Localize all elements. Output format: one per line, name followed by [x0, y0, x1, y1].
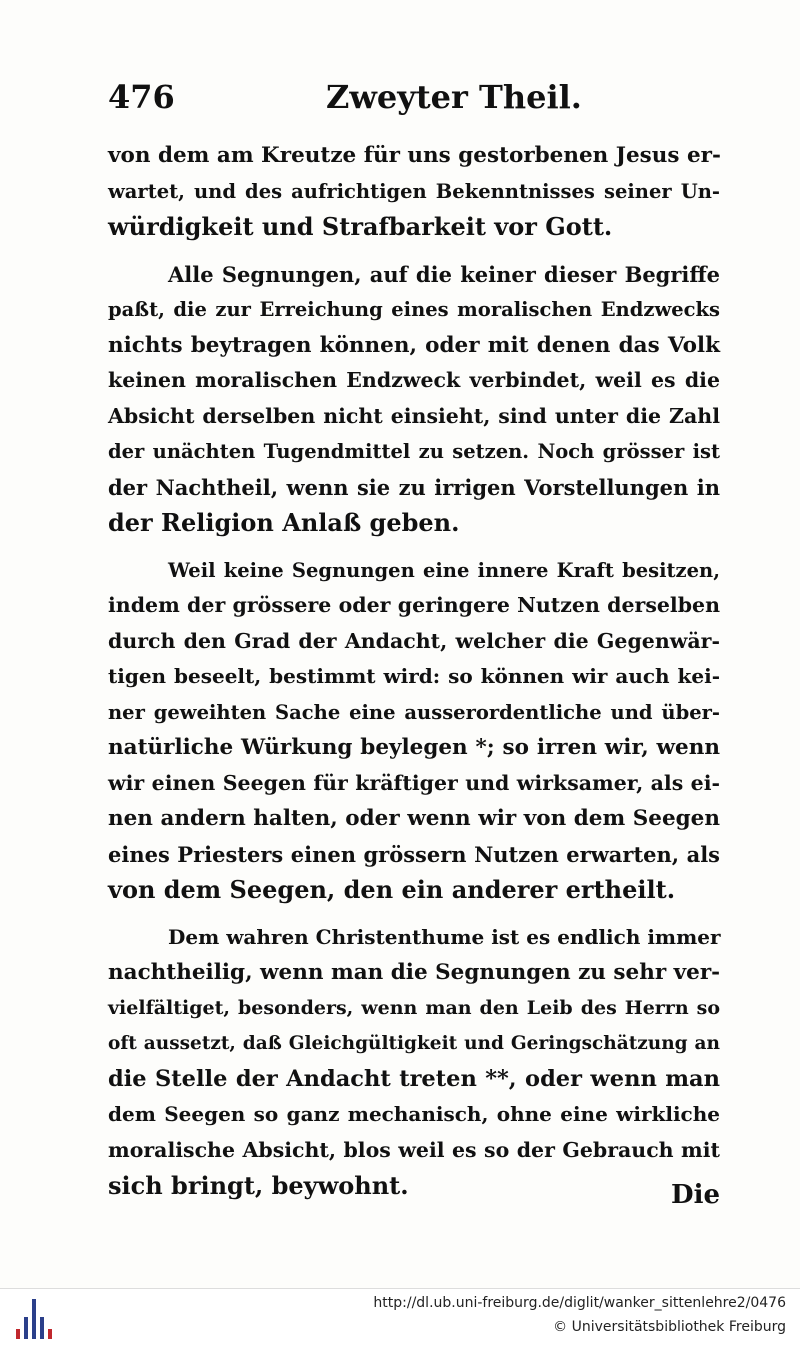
text-line: keinen moralischen Endzweck verbindet, weil es die: [108, 368, 720, 392]
text-line: durch den Grad der Andacht, welcher die Gegenwär-: [108, 628, 720, 653]
text-line: natürliche Würkung beylegen *; so irren wir, wenn: [108, 735, 720, 760]
body-text: [108, 138, 720, 1204]
permalink-url[interactable]: http://dl.ub.uni-freiburg.de/diglit/wanker_sittenlehre2/0476: [373, 1295, 786, 1311]
text-line: Alle Segnungen, auf die keiner dieser Begriffe: [168, 261, 720, 287]
paragraph: [108, 138, 720, 245]
catchword: Die: [671, 1180, 720, 1210]
text-line: dem Seegen so ganz mechanisch, ohne eine wirkliche: [108, 1102, 720, 1126]
text-line: nen andern halten, oder wenn wir von dem Seegen: [108, 806, 720, 831]
text-line: ner geweihten Sache eine ausserordentliche und über-: [108, 700, 720, 724]
paragraph: [108, 553, 720, 908]
paragraph: [108, 920, 720, 1204]
text-line: die Stelle der Andacht treten **, oder wenn man: [108, 1065, 720, 1092]
text-line: tigen beseelt, bestimmt wird: so können wir auch kei-: [108, 664, 720, 688]
text-line: Weil keine Segnungen eine innere Kraft besitzen,: [168, 558, 720, 582]
text-line: der Nachtheil, wenn sie zu irrigen Vorstellungen in: [108, 474, 720, 500]
text-line: wir einen Seegen für kräftiger und wirksamer, als ei-: [108, 770, 720, 795]
text-line: oft aussetzt, daß Gleichgültigkeit und Geringschätzung an: [108, 1033, 720, 1054]
text-line: von dem Seegen, den ein anderer ertheilt.: [108, 875, 676, 904]
text-line: vielfältiget, besonders, wenn man den Leib des Herrn so: [108, 996, 720, 1019]
text-line: nachtheilig, wenn man die Segnungen zu sehr ver-: [108, 960, 721, 985]
text-line: Dem wahren Christenthume ist es endlich immer: [168, 924, 721, 949]
footer-bar: [0, 1288, 800, 1345]
page-number: 476: [108, 78, 175, 116]
text-line: sich bringt, beywohnt.: [108, 1171, 409, 1200]
text-line: von dem am Kreutze für uns gestorbenen Jesus er-: [108, 143, 721, 168]
text-line: moralische Absicht, blos weil es so der Gebrauch mit: [108, 1137, 720, 1162]
paragraph: [108, 257, 720, 541]
text-line: würdigkeit und Strafbarkeit vor Gott.: [108, 212, 613, 241]
text-line: Absicht derselben nicht einsieht, sind unter die Zahl: [108, 403, 720, 428]
text-line: der Religion Anlaß geben.: [108, 508, 460, 537]
text-line: indem der grössere oder geringere Nutzen derselben: [108, 593, 720, 617]
ub-freiburg-logo-icon[interactable]: [14, 1297, 54, 1339]
text-line: der unächten Tugendmittel zu setzen. Noch grösser ist: [108, 440, 720, 463]
text-line: eines Priesters einen grössern Nutzen erwarten, als: [108, 841, 720, 867]
text-line: wartet, und des aufrichtigen Bekenntnisses seiner Un-: [108, 179, 720, 203]
copyright-notice: © Universitätsbibliothek Freiburg: [553, 1319, 786, 1335]
running-head: Zweyter Theil.: [326, 78, 582, 116]
text-line: nichts beytragen können, oder mit denen das Volk: [108, 332, 720, 358]
page-header: [108, 78, 728, 118]
text-line: paßt, die zur Erreichung eines moralischen Endzwecks: [108, 298, 720, 321]
